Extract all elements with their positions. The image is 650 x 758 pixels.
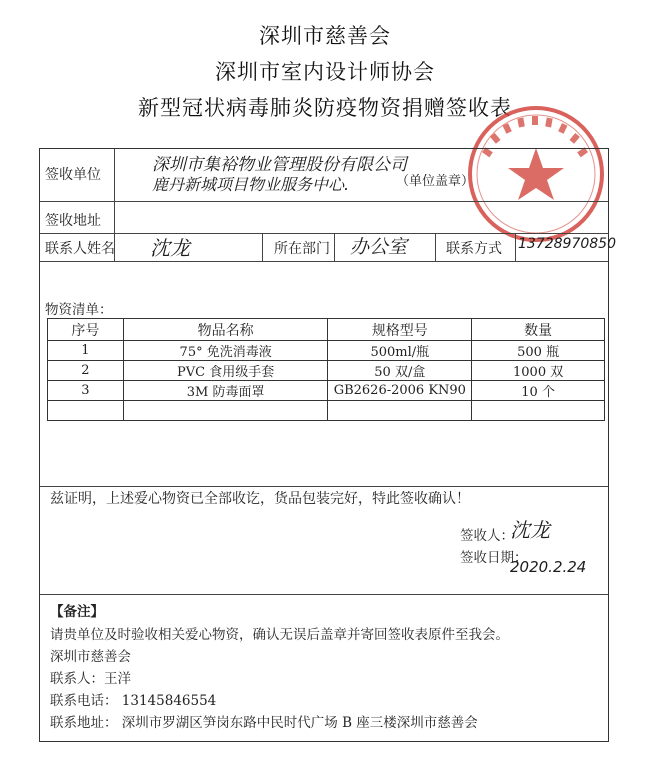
cell-index: 2: [48, 361, 124, 381]
notes-address: 联系地址： 深圳市罗湖区笋岗东路中民时代广场 B 座三楼深圳市慈善会: [50, 715, 478, 731]
unit-value-line2: 鹿丹新城项目物业服务中心.: [152, 175, 350, 194]
materials-caption: 物资清单：: [45, 302, 113, 318]
contact-value: 沈龙: [150, 236, 190, 260]
phone-label: 联系方式: [446, 241, 502, 257]
cell-spec: GB2626-2006 KN90: [328, 381, 472, 401]
header-index: 序号: [48, 319, 124, 341]
receiver-label: 签收人：: [460, 528, 514, 544]
cell-spec: 500ml/瓶: [328, 341, 472, 361]
receiver-signature: 沈龙: [510, 518, 550, 542]
table-row: [48, 381, 605, 401]
header-quantity: 数量: [472, 319, 605, 341]
notes-org: 深圳市慈善会: [50, 649, 131, 665]
dept-value: 办公室: [350, 236, 408, 258]
materials-table: [47, 318, 605, 421]
title-line-3: 新型冠状病毒肺炎防疫物资捐赠签收表: [138, 96, 512, 120]
dept-label: 所在部门: [274, 241, 330, 257]
table-row: [48, 361, 605, 381]
cell-quantity: [472, 401, 605, 421]
cell-item-name: PVC 食用级手套: [123, 361, 328, 381]
notes-phone: 联系电话： 13145846554: [50, 693, 217, 709]
address-label: 签收地址: [45, 213, 101, 229]
unit-seal-note: （单位盖章）: [396, 174, 475, 189]
notes-line1: 请贵单位及时验收相关爱心物资，确认无误后盖章并寄回签收表原件至我会。: [50, 627, 509, 643]
cell-index: 1: [48, 341, 124, 361]
header-spec: 规格型号: [328, 319, 472, 341]
unit-value-line1: 深圳市集裕物业管理股份有限公司: [152, 155, 407, 175]
title-line-1: 深圳市慈善会: [259, 24, 391, 48]
materials-header-row: [48, 319, 605, 341]
unit-label: 签收单位: [45, 167, 101, 183]
header-item-name: 物品名称: [123, 319, 328, 341]
cell-spec: [328, 401, 472, 421]
date-label: 签收日期：: [460, 550, 528, 566]
date-value: 2020.2.24: [510, 558, 587, 576]
cell-item-name: 75° 免洗消毒液: [123, 341, 328, 361]
table-row: [48, 341, 605, 361]
phone-value: 13728970850: [518, 236, 616, 252]
notes-contact: 联系人：王洋: [50, 671, 131, 687]
cell-item-name: 3M 防毒面罩: [123, 381, 328, 401]
title-line-2: 深圳市室内设计师协会: [215, 60, 435, 84]
contact-label: 联系人姓名: [45, 241, 115, 257]
cell-spec: 50 双/盒: [328, 361, 472, 381]
cell-quantity: 1000 双: [472, 361, 605, 381]
cell-index: [48, 401, 124, 421]
cell-quantity: 10 个: [472, 381, 605, 401]
cell-index: 3: [48, 381, 124, 401]
table-row-empty: [48, 401, 605, 421]
cell-item-name: [123, 401, 328, 421]
notes-heading: 【备注】: [50, 604, 104, 620]
certification-text: 兹证明，上述爱心物资已全部收讫，货品包装完好，特此签收确认！: [50, 491, 470, 507]
cell-quantity: 500 瓶: [472, 341, 605, 361]
